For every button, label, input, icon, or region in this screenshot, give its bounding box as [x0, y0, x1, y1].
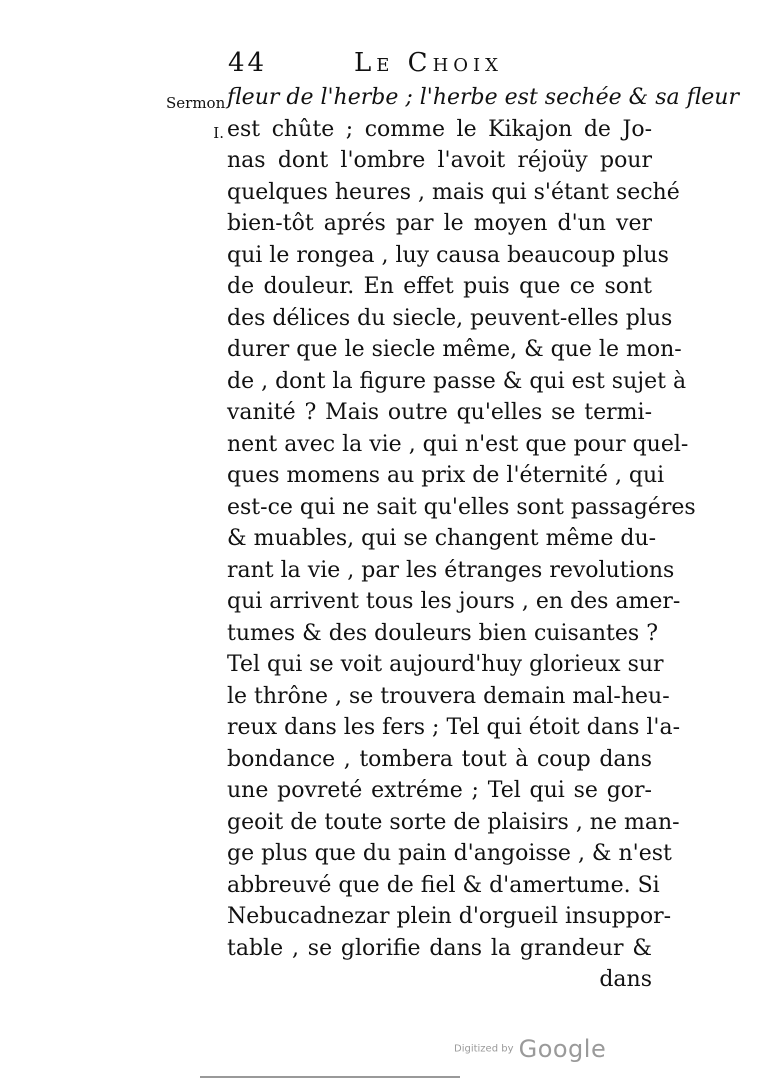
text-line: bondance , tombera tout à coup dans: [227, 746, 652, 772]
text-line: nent avec la vie , qui n'est que pour quel-: [227, 431, 689, 457]
text-line: ques momens au prix de l'éternité , qui: [227, 463, 665, 488]
watermark-brand: Google: [518, 1035, 607, 1063]
text-line: bien-tôt aprés par le moyen d'un ver: [227, 211, 652, 236]
text-line: est chûte ; comme le Kikajon de Jo-: [227, 116, 652, 142]
text-line: ge plus que du pain d'angoisse , & n'est: [227, 841, 672, 866]
margin-note-sermon: Sermon: [166, 94, 226, 112]
text-line: Tel qui se voit aujourd'huy glorieux sur: [227, 652, 664, 677]
text-line: le thrône , se trouvera demain mal-heu-: [227, 683, 670, 709]
text-line: tumes & des douleurs bien cuisantes ?: [227, 620, 658, 646]
text-line: qui le rongea , luy causa beaucoup plus: [227, 242, 669, 268]
text-line: geoit de toute sorte de plaisirs , ne man-: [227, 809, 680, 835]
text-line: & muables, qui se changent même du-: [227, 526, 657, 551]
running-head: Le Choix: [354, 48, 503, 78]
text-line: table , se glorifie dans la grandeur &: [227, 935, 652, 961]
margin-note: [166, 88, 224, 148]
text-line: reux dans les fers ; Tel qui étoit dans l'a-: [227, 715, 681, 740]
text-line: de , dont la figure passe & qui est sujet à: [227, 368, 687, 394]
text-line: qui arrivent tous les jours , en des amer-: [227, 589, 681, 614]
text-line: durer que le siecle même, & que le mon-: [227, 337, 682, 362]
text-line: Nebucadnezar plein d'orgueil insuppor-: [227, 904, 672, 929]
text-line: de douleur. En effet puis que ce sont: [227, 274, 652, 299]
text-line: quelques heures , mais qui s'étant seché: [227, 179, 680, 205]
text-line: vanité ? Mais outre qu'elles se termi-: [227, 400, 652, 425]
watermark-prefix: Digitized by: [454, 1043, 514, 1055]
body-text: [227, 82, 739, 996]
bottom-rule: [200, 1076, 460, 1078]
text-line: des délices du siecle, peuvent-elles plus: [227, 305, 673, 331]
text-line: fleur de l'herbe ; l'herbe est sechée & sa fleur: [227, 85, 739, 110]
text-line: une povreté extréme ; Tel qui se gor-: [227, 778, 652, 803]
text-line: dans: [599, 967, 652, 992]
text-line: est-ce qui ne sait qu'elles sont passagéres: [227, 494, 696, 520]
margin-note-number: I.: [213, 124, 224, 142]
page-header: [228, 48, 648, 78]
text-line: rant la vie , par les étranges revolutions: [227, 557, 675, 583]
google-watermark: [454, 1035, 614, 1065]
text-line: abbreuvé que de fiel & d'amertume. Si: [227, 872, 660, 898]
text-line: nas dont l'ombre l'avoit réjoüy pour: [227, 148, 652, 173]
page-number: 44: [228, 48, 268, 78]
